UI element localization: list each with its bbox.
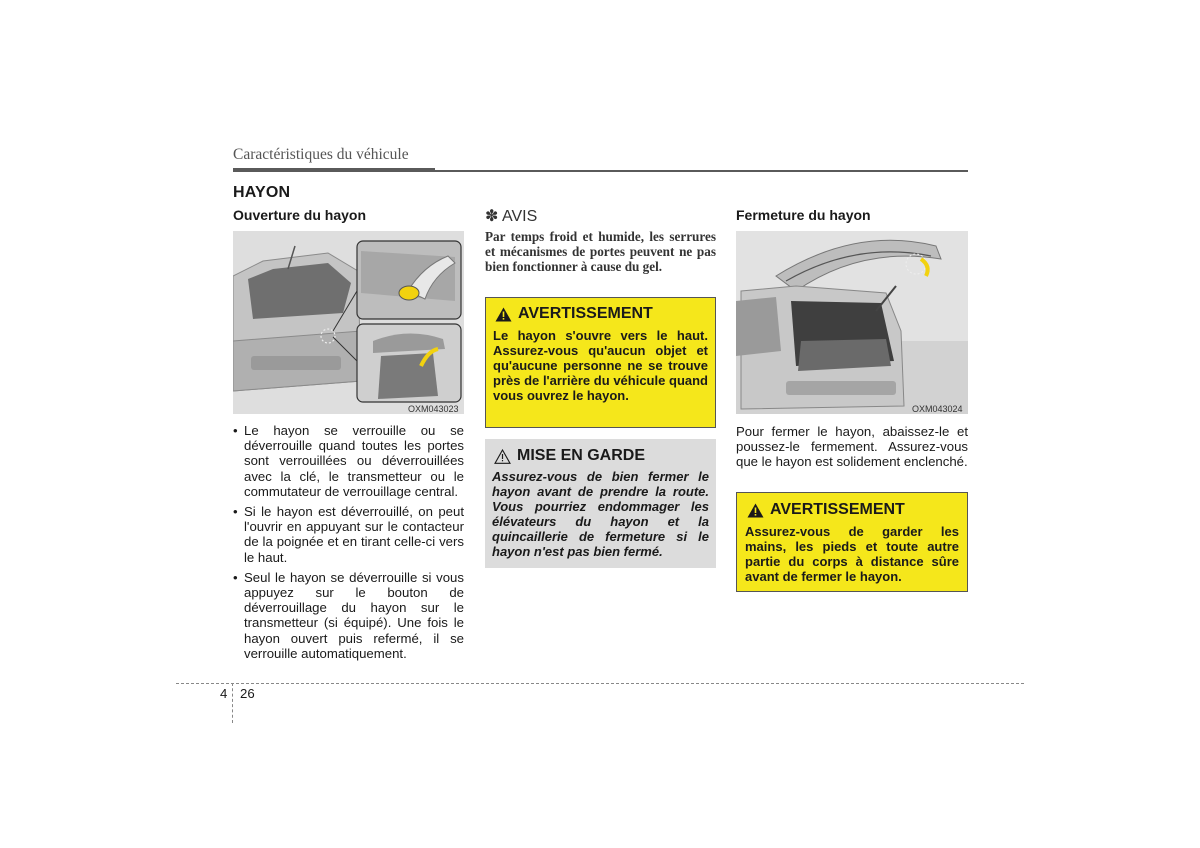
- avis-heading: [485, 206, 537, 226]
- opening-illustration: [233, 231, 464, 414]
- running-header: Caractéristiques du véhicule: [233, 146, 409, 163]
- list-item: [233, 504, 464, 565]
- caution-triangle-icon: [494, 449, 511, 464]
- warning-text: Le hayon s'ouvre vers le haut. Assurez-vous qu'aucun objet et qu'aucune personne ne se trouve près de l'arrière du véhicule quand vous ouvrez le hayon.: [493, 328, 708, 403]
- avis-text: Par temps froid et humide, les serrures et mécanismes de portes peuvent ne pas bien fonctionner à cause du gel.: [485, 229, 716, 274]
- page-number: 26: [240, 686, 255, 701]
- list-item: [233, 570, 464, 661]
- warning-triangle-icon: [495, 307, 512, 322]
- section-number: 4: [220, 686, 228, 701]
- list-item-text: Seul le hayon se déverrouille si vous appuyez sur le bouton de déverrouillage du hayon sur le transmetteur (si équipé). Une fois le hayon ouvert puis refermé, il se verrouille automatiquement.: [244, 569, 464, 661]
- warning-triangle-icon: [747, 503, 764, 518]
- opening-figure: [233, 231, 464, 414]
- section-title: HAYON: [233, 184, 291, 201]
- list-item-text: Le hayon se verrouille ou se déverrouille quand toutes les portes sont verrouillées ou déverrouillées avec la clé, le transmetteur ou le commutateur de verrouillage central.: [244, 423, 464, 499]
- warning-heading: AVERTISSEMENT: [770, 501, 905, 518]
- caution-box: [485, 439, 716, 568]
- bullet-icon: •: [233, 504, 238, 520]
- footer-divider: [232, 683, 233, 723]
- footer-rule: [176, 683, 1024, 684]
- bullet-icon: •: [233, 569, 238, 585]
- figure-code: OXM043023: [408, 404, 459, 414]
- list-item-text: Si le hayon est déverrouillé, on peut l'ouvrir en appuyant sur le contacteur de la poignée et en tirant celle-ci vers le haut.: [244, 504, 464, 565]
- bullet-icon: •: [233, 423, 238, 438]
- list-item: [233, 423, 464, 499]
- closing-text: Pour fermer le hayon, abaissez-le et poussez-le fermement. Assurez-vous que le hayon est solidement enclenché.: [736, 424, 968, 470]
- warning-box: [485, 297, 716, 428]
- asterisk-icon: ✽: [485, 208, 499, 225]
- avis-label: AVIS: [501, 208, 538, 225]
- opening-subheading: Ouverture du hayon: [233, 207, 367, 223]
- caution-text: Assurez-vous de bien fermer le hayon avant de prendre la route. Vous pourriez endommager les élévateurs du hayon et la quincaillerie de fermeture si le hayon n'est pas bien fermé.: [492, 469, 709, 559]
- warning-text: Assurez-vous de garder les mains, les pieds et toute autre partie du corps à distance sûre avant de fermer le hayon.: [745, 524, 959, 584]
- header-rule: [435, 170, 968, 172]
- opening-bullets: [233, 423, 464, 666]
- closing-subheading: Fermeture du hayon: [736, 207, 871, 223]
- warning-box: [736, 492, 968, 592]
- header-rule-thick: [233, 168, 435, 172]
- closing-illustration: [736, 231, 968, 414]
- figure-code: OXM043024: [912, 404, 963, 414]
- caution-heading: MISE EN GARDE: [517, 447, 646, 464]
- warning-heading: AVERTISSEMENT: [518, 305, 653, 322]
- closing-figure: [736, 231, 968, 414]
